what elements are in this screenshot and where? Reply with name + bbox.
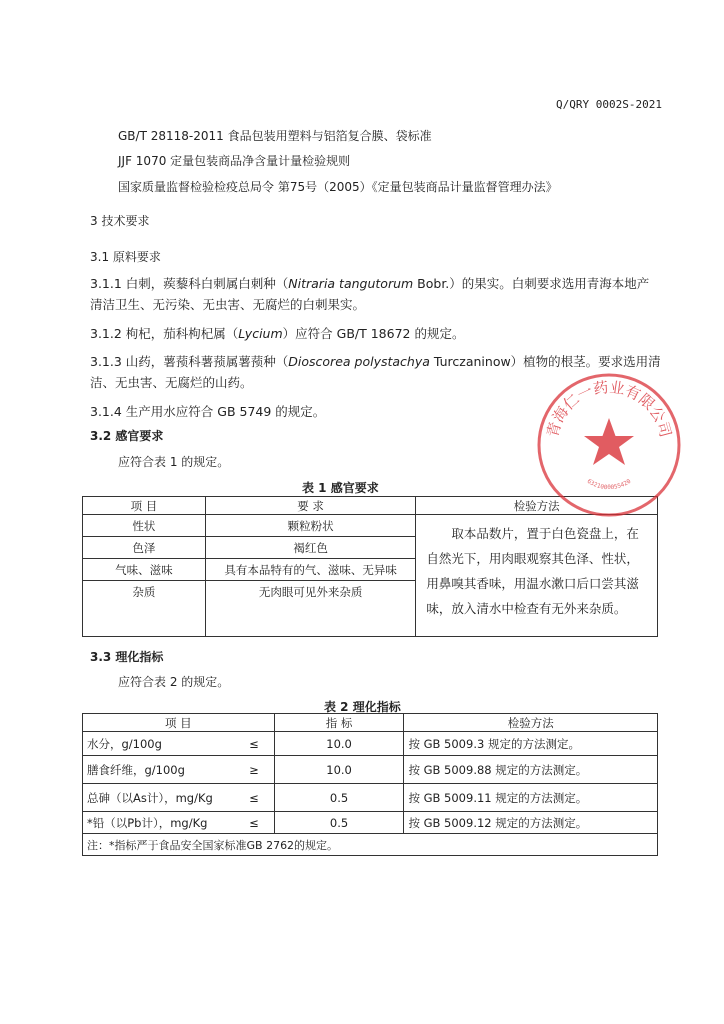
table-row <box>83 756 658 784</box>
table-cell: 性状 <box>83 515 206 537</box>
doc-code: Q/QRY 0002S-2021 <box>556 98 662 111</box>
seal-star-icon <box>584 418 634 465</box>
physicochemical-table <box>82 713 658 856</box>
table-cell: 按 GB 5009.3 规定的方法测定。 <box>404 732 658 756</box>
section-heading: 3.3 理化指标 <box>90 650 164 664</box>
table-cell: 总砷（以As计），mg/Kg <box>83 784 235 812</box>
table-cell-value: 0.5 <box>274 812 404 834</box>
table-cell: 色泽 <box>83 537 206 559</box>
table-cell-operator: ≥ <box>234 756 274 784</box>
section-heading: 3.1 原料要求 <box>90 250 161 264</box>
reference-line: GB/T 28118-2011 食品包装用塑料与铝箔复合膜、袋标准 <box>118 129 432 143</box>
table-header-row <box>83 714 658 732</box>
section-heading: 3 技术要求 <box>90 214 150 228</box>
table-cell: 水分，g/100g <box>83 732 235 756</box>
table-cell-method: 取本品数片，置于白色瓷盘上，在自然光下，用肉眼观察其色泽、性状，用鼻嗅其香味，用温水漱口后口尝其滋味，放入清水中检查有无外来杂质。 <box>416 515 658 637</box>
table-cell-value: 0.5 <box>274 784 404 812</box>
paragraph-3-1-1: 3.1.1 白刺，蒺藜科白刺属白刺种（Nitraria tangutorum Bobr.）的果实。白刺要求选用青海本地产 清洁卫生、无污染、无虫害、无腐烂的白刺果实。 <box>90 276 650 312</box>
table-cell: 按 GB 5009.88 规定的方法测定。 <box>404 756 658 784</box>
table-cell-value: 10.0 <box>274 732 404 756</box>
table-cell: 膳食纤维，g/100g <box>83 756 235 784</box>
table-row <box>83 812 658 834</box>
table-note: 注：*指标严于食品安全国家标准GB 2762的规定。 <box>83 834 658 856</box>
reference-line: JJF 1070 定量包装商品净含量计量检验规则 <box>118 154 351 168</box>
table-header: 检验方法 <box>404 714 658 732</box>
table-cell: 杂质 <box>83 581 206 637</box>
table-header: 项 目 <box>83 714 275 732</box>
body-text: 应符合表 2 的规定。 <box>118 675 230 689</box>
table-cell: 按 GB 5009.11 规定的方法测定。 <box>404 784 658 812</box>
table-caption: 表 1 感官要求 <box>302 481 379 495</box>
table-note-row <box>83 834 658 856</box>
table-header: 指 标 <box>274 714 404 732</box>
table-cell-operator: ≤ <box>234 732 274 756</box>
paragraph-3-1-4: 3.1.4 生产用水应符合 GB 5749 的规定。 <box>90 404 326 419</box>
table-row <box>83 732 658 756</box>
seal-company-name: 青海仁一药业有限公司 <box>543 378 675 440</box>
table-header: 要 求 <box>205 497 416 515</box>
paragraph-3-1-3: 3.1.3 山药，薯蓣科薯蓣属薯蓣种（Dioscorea polystachya Turczaninow）植物的根茎。要求选用清 洁、无虫害、无腐烂的山药。 <box>90 354 661 390</box>
table-cell: *铅（以Pb计），mg/Kg <box>83 812 235 834</box>
table-header: 检验方法 <box>416 497 658 515</box>
table-cell-operator: ≤ <box>234 812 274 834</box>
company-seal-stamp <box>534 370 684 520</box>
paragraph-3-1-2: 3.1.2 枸杞，茄科枸杞属（Lycium）应符合 GB/T 18672 的规定。 <box>90 326 465 341</box>
body-text: 应符合表 1 的规定。 <box>118 455 230 469</box>
table-cell-value: 10.0 <box>274 756 404 784</box>
table-cell: 褐红色 <box>205 537 416 559</box>
reference-line: 国家质量监督检验检疫总局令 第75号（2005）《定量包装商品计量监督管理办法》 <box>118 180 558 194</box>
seal-number: 6321000055420 <box>585 477 633 492</box>
section-heading: 3.2 感官要求 <box>90 429 164 443</box>
table-cell: 颗粒粉状 <box>205 515 416 537</box>
table-caption: 表 2 理化指标 <box>324 700 401 714</box>
table-row <box>83 784 658 812</box>
table-cell: 无肉眼可见外来杂质 <box>205 581 416 637</box>
table-header: 项 目 <box>83 497 206 515</box>
table-cell: 按 GB 5009.12 规定的方法测定。 <box>404 812 658 834</box>
table-cell: 气味、滋味 <box>83 559 206 581</box>
table-cell: 具有本品特有的气、滋味、无异味 <box>205 559 416 581</box>
table-cell-operator: ≤ <box>234 784 274 812</box>
